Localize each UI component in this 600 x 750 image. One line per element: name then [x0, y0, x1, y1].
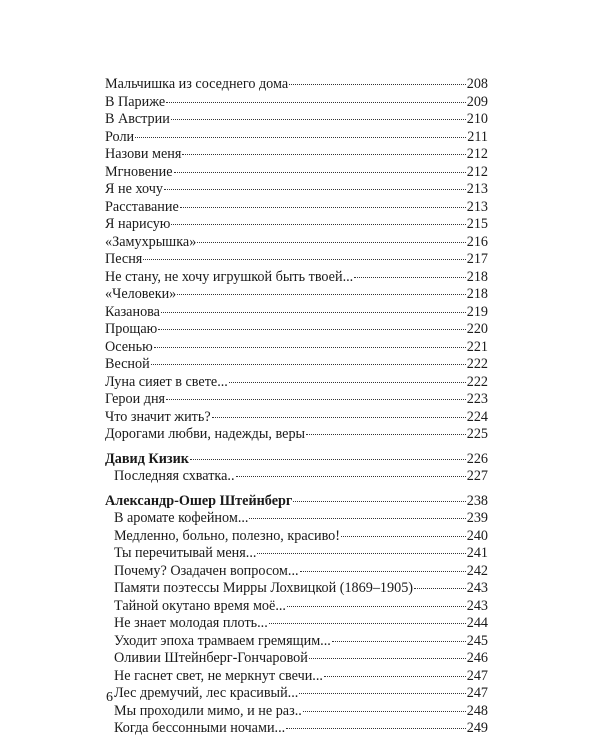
entry-page-number: 221 [466, 338, 488, 355]
dot-leader [197, 242, 465, 243]
dot-leader [182, 154, 465, 155]
section-heading [105, 493, 488, 511]
entry-page-number: 213 [466, 181, 488, 197]
dot-leader [414, 588, 466, 589]
dot-leader [306, 434, 466, 435]
page-number: 6 [106, 690, 113, 705]
entry-title: Я не хочу [105, 181, 163, 197]
entry-title: В Австрии [105, 111, 170, 127]
entry-page-number: 217 [466, 251, 488, 267]
toc-entry [105, 216, 488, 234]
toc-entry [105, 76, 488, 94]
toc-entry [105, 528, 488, 546]
entry-page-number: 249 [466, 720, 488, 736]
entry-title: Не знает молодая плоть... [114, 615, 268, 631]
entry-title: Не стану, не хочу игрушкой быть твоей... [105, 268, 354, 285]
entry-page-number: 244 [466, 615, 488, 631]
toc-entry [105, 580, 488, 598]
toc-entry [105, 356, 488, 374]
dot-leader [229, 382, 466, 383]
entry-title: Медленно, больно, полезно, красиво! [114, 527, 340, 544]
toc-entry [105, 181, 488, 199]
toc-entry [105, 468, 488, 486]
toc-entry [105, 269, 488, 287]
dot-leader [354, 277, 466, 278]
toc-entry [105, 703, 488, 721]
dot-leader [151, 364, 466, 365]
entry-title: Луна сияет в свете... [105, 373, 228, 390]
entry-title: «Человеки» [105, 286, 177, 302]
dot-leader [166, 399, 466, 400]
dot-leader [171, 119, 466, 120]
toc-entry [105, 129, 488, 147]
entry-page-number: 212 [466, 163, 488, 180]
entry-title: Мгновение [105, 163, 173, 180]
entry-title: Герои дня [105, 391, 166, 407]
entry-title: Памяти поэтессы Мирры Лохвицкой (1869–1905) [114, 580, 414, 596]
toc-entry [105, 164, 488, 182]
entry-page-number: 247 [466, 667, 488, 684]
toc-entry [105, 374, 488, 392]
entry-page-number: 246 [466, 650, 488, 666]
entry-title: Осенью [105, 338, 153, 355]
entry-title: Последняя схватка.. [114, 468, 235, 484]
entry-title: В Париже [105, 93, 166, 110]
entry-page-number: 224 [466, 408, 488, 425]
toc-entry [105, 286, 488, 304]
toc-entry [105, 199, 488, 217]
dot-leader [309, 658, 466, 659]
dot-leader [269, 623, 466, 624]
entry-page-number: 222 [466, 356, 488, 372]
entry-page-number: 242 [466, 562, 488, 579]
entry-page-number: 243 [466, 580, 488, 596]
dot-leader [177, 294, 465, 295]
entry-title: Мальчишка из соседнего дома [105, 76, 289, 92]
entry-page-number: 245 [466, 632, 488, 649]
entry-title: Песня [105, 251, 143, 267]
entry-page-number: 215 [466, 216, 488, 232]
toc-entry [105, 650, 488, 668]
entry-title: Я нарисую [105, 216, 171, 232]
entry-page-number: 226 [466, 450, 488, 467]
entry-title: Тайной окутано время моё... [114, 597, 286, 614]
entry-page-number: 241 [466, 545, 488, 561]
author-name: Александр-Ошер Штейнберг [105, 492, 293, 509]
entry-page-number: 218 [466, 268, 488, 285]
toc-entry [105, 633, 488, 651]
toc-entry [105, 720, 488, 738]
dot-leader [164, 189, 466, 190]
entry-page-number: 209 [466, 93, 488, 110]
entry-page-number: 222 [466, 373, 488, 390]
entry-title: Что значит жить? [105, 408, 211, 425]
toc-entry [105, 668, 488, 686]
toc-entry [105, 426, 488, 444]
toc-entry [105, 615, 488, 633]
entry-page-number: 212 [466, 146, 488, 162]
dot-leader [287, 606, 466, 607]
dot-leader [289, 84, 466, 85]
dot-leader [300, 571, 466, 572]
entry-page-number: 211 [467, 128, 488, 145]
entry-title: Дорогами любви, надежды, веры [105, 426, 306, 442]
entry-title: Оливии Штейнберг-Гончаровой [114, 650, 308, 666]
toc-entry [105, 111, 488, 129]
toc-entry [105, 685, 488, 703]
toc-entry [105, 94, 488, 112]
dot-leader [341, 536, 466, 537]
entry-title: Почему? Озадачен вопросом... [114, 562, 299, 579]
entry-page-number: 210 [466, 111, 488, 127]
toc-entry [105, 598, 488, 616]
entry-page-number: 240 [466, 527, 488, 544]
toc-entry [105, 339, 488, 357]
dot-leader [212, 417, 466, 418]
dot-leader [174, 172, 466, 173]
dot-leader [286, 728, 466, 729]
dot-leader [158, 329, 465, 330]
entry-title: Роли [105, 128, 135, 145]
entry-title: Назови меня [105, 146, 182, 162]
entry-title: Когда бессонными ночами... [114, 720, 286, 736]
dot-leader [293, 501, 465, 502]
entry-page-number: 220 [466, 321, 488, 337]
dot-leader [190, 459, 466, 460]
entry-title: Ты перечитывай меня... [114, 545, 257, 561]
section-heading [105, 451, 488, 469]
entry-title: Не гаснет свет, не меркнут свечи... [114, 667, 323, 684]
entry-title: Лес дремучий, лес красивый... [114, 685, 299, 701]
toc-entry [105, 409, 488, 427]
dot-leader [257, 553, 465, 554]
entry-title: Мы проходили мимо, и не раз.. [114, 702, 302, 719]
dot-leader [154, 347, 466, 348]
entry-title: В аромате кофейном... [114, 510, 249, 526]
dot-leader [249, 518, 465, 519]
dot-leader [324, 676, 466, 677]
author-name: Давид Кизик [105, 450, 189, 467]
dot-leader [171, 224, 465, 225]
dot-leader [299, 693, 465, 694]
entry-page-number: 223 [466, 391, 488, 407]
toc-entry [105, 563, 488, 581]
dot-leader [143, 259, 465, 260]
entry-page-number: 247 [466, 685, 488, 701]
entry-title: Расставание [105, 198, 179, 215]
entry-title: Прощаю [105, 321, 158, 337]
entry-page-number: 225 [466, 426, 488, 442]
dot-leader [161, 312, 466, 313]
entry-page-number: 239 [466, 510, 488, 526]
dot-leader [166, 102, 466, 103]
entry-page-number: 216 [466, 233, 488, 250]
dot-leader [180, 207, 466, 208]
toc-entry [105, 251, 488, 269]
entry-title: «Замухрышка» [105, 233, 197, 250]
entry-title: Весной [105, 356, 150, 372]
toc-entry [105, 545, 488, 563]
toc-entry [105, 510, 488, 528]
dot-leader [303, 711, 466, 712]
dot-leader [332, 641, 466, 642]
toc-entry [105, 234, 488, 252]
entry-page-number: 219 [466, 303, 488, 320]
entry-page-number: 248 [466, 702, 488, 719]
entry-title: Казанова [105, 303, 160, 320]
toc-entry [105, 391, 488, 409]
entry-page-number: 238 [466, 492, 488, 509]
dot-leader [236, 476, 466, 477]
toc-entry [105, 321, 488, 339]
entry-title: Уходит эпоха трамваем гремящим... [114, 632, 331, 649]
dot-leader [135, 137, 466, 138]
entry-page-number: 218 [466, 286, 488, 302]
table-of-contents [105, 76, 488, 738]
entry-page-number: 213 [466, 198, 488, 215]
entry-page-number: 208 [466, 76, 488, 92]
entry-page-number: 227 [466, 468, 488, 484]
toc-entry [105, 146, 488, 164]
entry-page-number: 243 [466, 597, 488, 614]
toc-entry [105, 304, 488, 322]
